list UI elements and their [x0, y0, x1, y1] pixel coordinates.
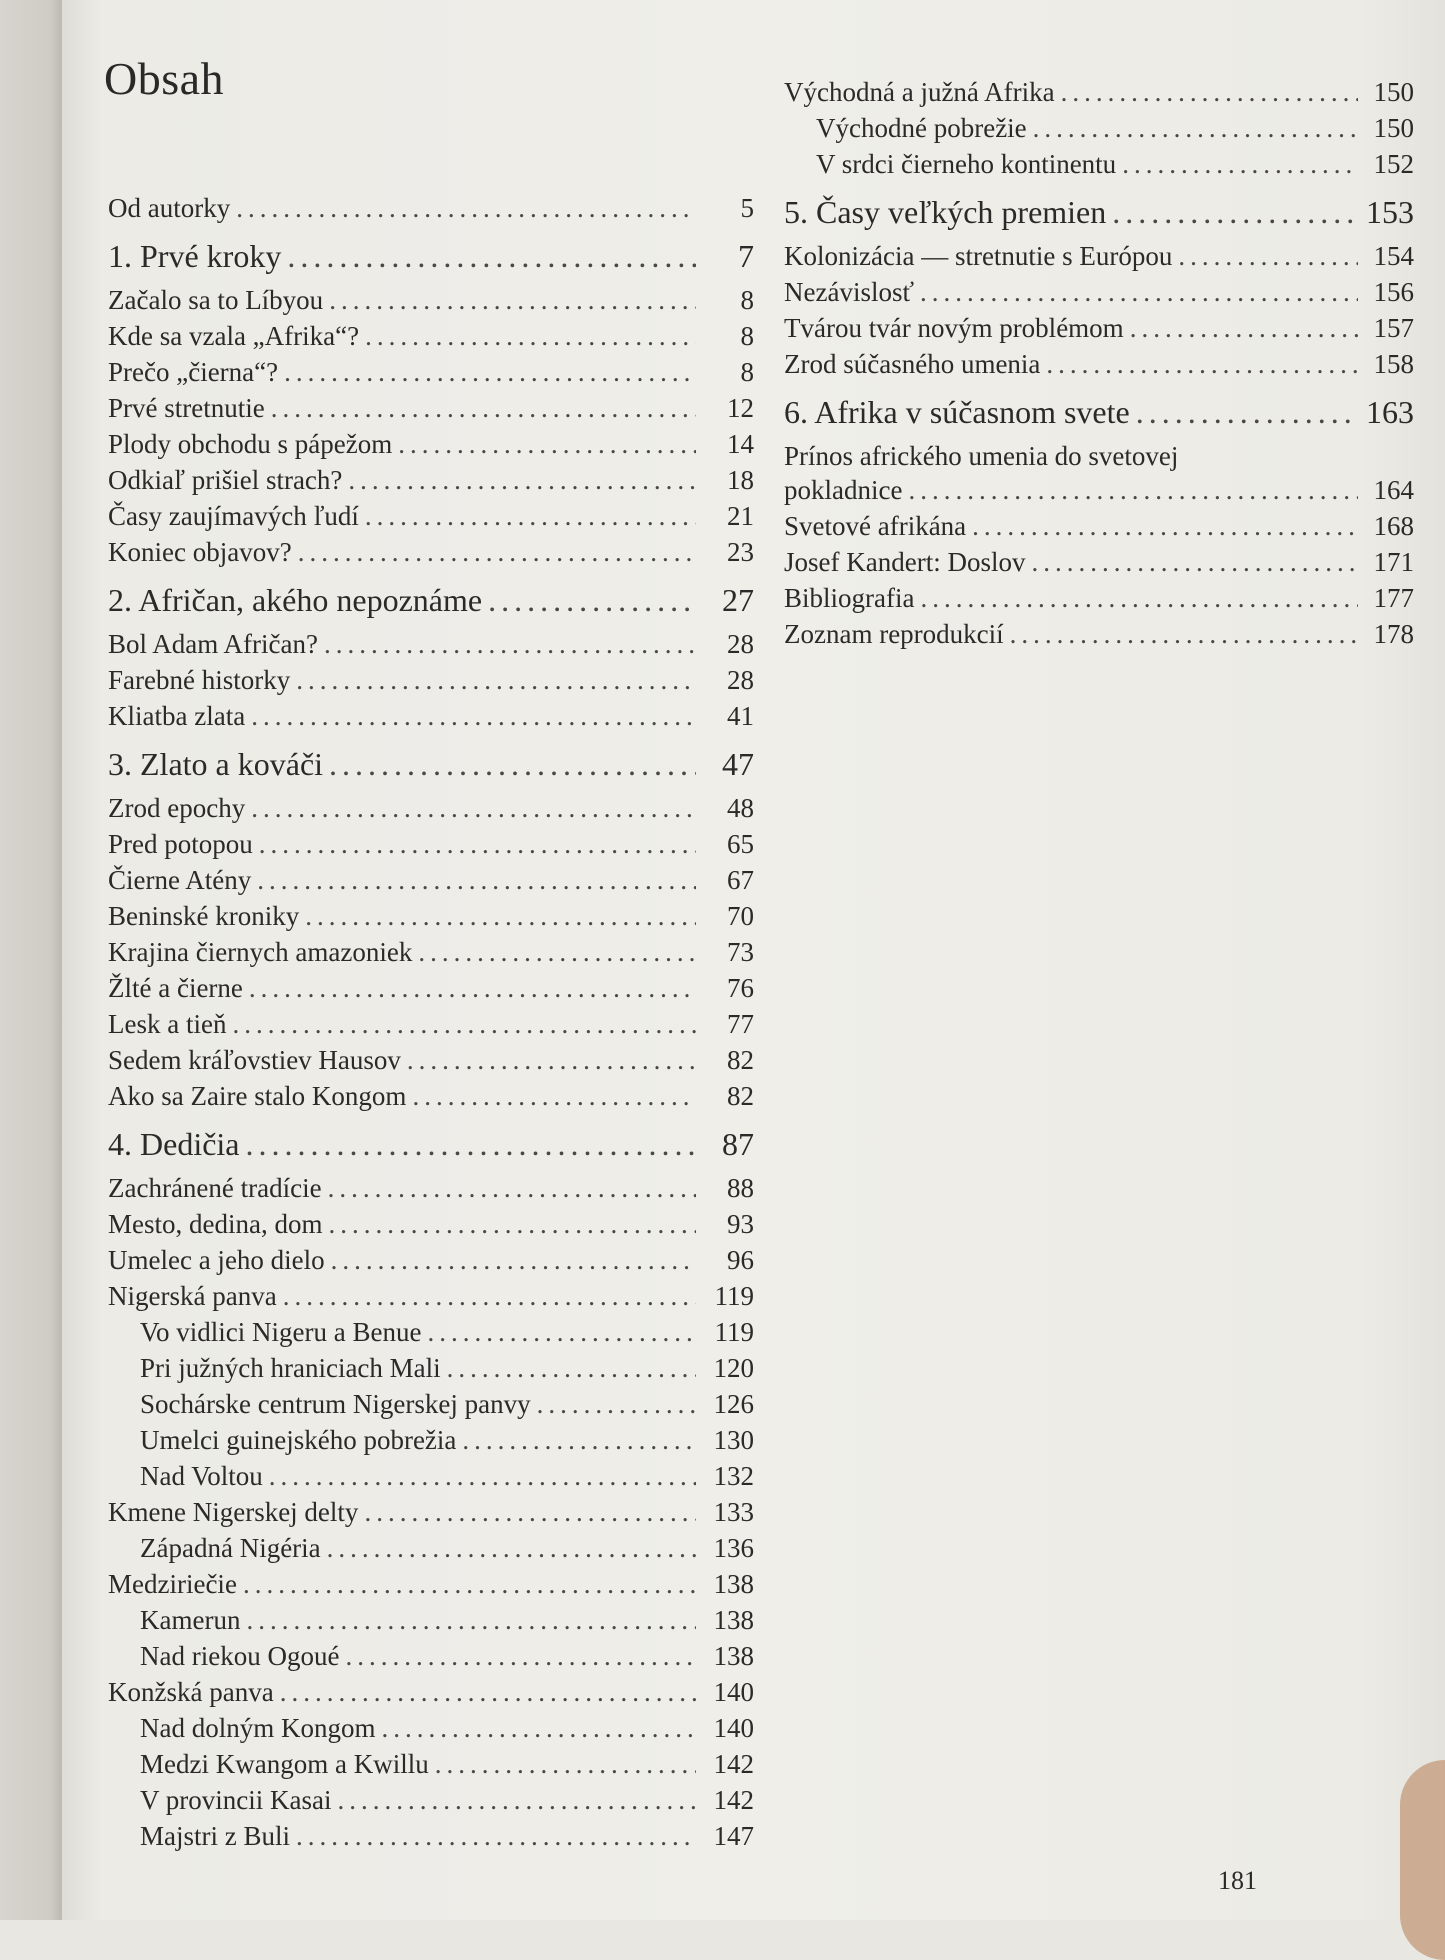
dot-leader: [329, 282, 696, 318]
dot-leader: [365, 498, 696, 534]
toc-entry: [108, 1710, 754, 1746]
toc-entry-title: Prečo „čierna“?: [108, 357, 279, 387]
toc-entry-page: 28: [727, 665, 754, 695]
toc-entry: [108, 1566, 754, 1602]
dot-leader: [382, 1710, 697, 1746]
toc-entry-page: 138: [713, 1569, 754, 1599]
toc-entry-page: 133: [713, 1497, 754, 1527]
dot-leader: [364, 1494, 696, 1530]
dot-leader: [246, 1602, 696, 1638]
toc-entry-title: Pred potopou: [108, 829, 253, 859]
toc-entry-title: Koniec objavov?: [108, 537, 292, 567]
toc-entry-page: 120: [713, 1353, 754, 1383]
dot-leader: [257, 862, 696, 898]
dot-leader: [296, 662, 696, 698]
toc-entry-title: Prvé stretnutie: [108, 393, 265, 423]
dot-leader: [1112, 186, 1358, 238]
dot-leader: [920, 580, 1358, 616]
dot-leader: [412, 1078, 696, 1114]
toc-entry-page: 73: [727, 937, 754, 967]
toc-entry: [108, 1314, 754, 1350]
toc-entry-page: 8: [740, 285, 754, 315]
toc-entry: [108, 1638, 754, 1674]
dot-leader: [365, 318, 696, 354]
toc-entry-title: Kamerun: [140, 1605, 241, 1635]
toc-entry: [108, 1206, 754, 1242]
toc-entry-title: Nad Voltou: [140, 1461, 263, 1491]
dot-leader: [251, 698, 696, 734]
toc-entry: [108, 1170, 754, 1206]
toc-entry-title: Západná Nigéria: [140, 1533, 321, 1563]
toc-entry-title: Medziriečie: [108, 1569, 237, 1599]
dot-leader: [1031, 544, 1358, 580]
dot-leader: [1136, 386, 1358, 438]
toc-entry-page: 154: [1373, 241, 1414, 271]
toc-entry: [108, 318, 754, 354]
dot-leader: [537, 1386, 696, 1422]
toc-entry-page: 152: [1373, 149, 1414, 179]
toc-entry: [108, 1782, 754, 1818]
toc-entry: [108, 1386, 754, 1422]
dot-leader: [284, 354, 696, 390]
toc-entry-title: 5. Časy veľkých premien: [784, 194, 1107, 230]
dot-leader: [327, 1530, 696, 1566]
toc-entry: [108, 1494, 754, 1530]
dot-leader: [920, 274, 1358, 310]
toc-chapter: [784, 386, 1414, 438]
toc-entry-title: Konžská panva: [108, 1677, 274, 1707]
thumb: [1400, 1760, 1445, 1960]
dot-leader: [427, 1314, 696, 1350]
toc-entry-title: Bol Adam Afričan?: [108, 629, 318, 659]
toc-entry: [108, 698, 754, 734]
toc-chapter: [108, 230, 754, 282]
toc-entry-title: Ako sa Zaire stalo Kongom: [108, 1081, 407, 1111]
toc-entry: [784, 110, 1414, 146]
toc-entry: [108, 1278, 754, 1314]
toc-entry: [784, 74, 1414, 110]
toc-entry: [784, 438, 1414, 472]
toc-entry-title: 4. Dedičia: [108, 1126, 240, 1162]
toc-entry: [108, 1006, 754, 1042]
toc-entry-page: 96: [727, 1245, 754, 1275]
toc-entry-page: 163: [1366, 394, 1414, 430]
dot-leader: [1130, 310, 1358, 346]
toc-entry-title: Žlté a čierne: [108, 973, 243, 1003]
toc-left-column: [108, 190, 754, 1854]
toc-entry: [108, 1818, 754, 1854]
toc-entry: [784, 238, 1414, 274]
toc-entry-title: Beninské kroniky: [108, 901, 300, 931]
toc-entry-page: 136: [713, 1533, 754, 1563]
dot-leader: [305, 898, 696, 934]
toc-entry-title: Vo vidlici Nigeru a Benue: [140, 1317, 422, 1347]
toc-entry: [108, 826, 754, 862]
toc-entry-page: 77: [727, 1009, 754, 1039]
toc-entry: [784, 346, 1414, 382]
dot-leader: [271, 390, 696, 426]
dot-leader: [232, 1006, 696, 1042]
dot-leader: [236, 190, 696, 226]
dot-leader: [283, 1278, 696, 1314]
toc-entry-page: 156: [1373, 277, 1414, 307]
toc-entry-title: Kmene Nigerskej delty: [108, 1497, 359, 1527]
toc-entry: [108, 462, 754, 498]
toc-entry-title: Nad riekou Ogoué: [140, 1641, 340, 1671]
toc-entry-page: 5: [740, 193, 754, 223]
toc-chapter: [784, 186, 1414, 238]
toc-entry-page: 70: [727, 901, 754, 931]
toc-entry-title: Kde sa vzala „Afrika“?: [108, 321, 360, 351]
toc-entry-page: 138: [713, 1641, 754, 1671]
dot-leader: [337, 1782, 696, 1818]
toc-entry: [108, 790, 754, 826]
dot-leader: [407, 1042, 696, 1078]
toc-entry-page: 140: [713, 1713, 754, 1743]
toc-entry-page: 48: [727, 793, 754, 823]
toc-entry: [108, 282, 754, 318]
toc-entry: [108, 1458, 754, 1494]
toc-entry-title: Nezávislosť: [784, 277, 915, 307]
dot-leader: [1046, 346, 1358, 382]
toc-entry-title: Majstri z Buli: [140, 1821, 290, 1851]
toc-entry-title: V provincii Kasai: [140, 1785, 332, 1815]
toc-entry: [108, 1674, 754, 1710]
dot-leader: [1010, 616, 1358, 652]
toc-entry-page: 76: [727, 973, 754, 1003]
toc-entry-page: 23: [727, 537, 754, 567]
toc-entry: [108, 1422, 754, 1458]
dot-leader: [259, 826, 696, 862]
toc-entry-page: 67: [727, 865, 754, 895]
dot-leader: [287, 230, 696, 282]
toc-entry-page: 21: [727, 501, 754, 531]
dot-leader: [345, 1638, 696, 1674]
toc-entry-page: 41: [727, 701, 754, 731]
toc-entry-title: Bibliografia: [784, 583, 915, 613]
dot-leader: [462, 1422, 696, 1458]
dot-leader: [1061, 74, 1358, 110]
dot-leader: [296, 1818, 696, 1854]
toc-entry-page: 142: [713, 1749, 754, 1779]
toc-entry: [108, 1746, 754, 1782]
toc-entry-page: 8: [740, 357, 754, 387]
dot-leader: [243, 1566, 696, 1602]
toc-entry: [784, 274, 1414, 310]
toc-entry: [784, 472, 1414, 508]
dot-leader: [972, 508, 1358, 544]
toc-entry-page: 130: [713, 1425, 754, 1455]
toc-entry: [108, 534, 754, 570]
dot-leader: [269, 1458, 696, 1494]
toc-entry-title: Sochárske centrum Nigerskej panvy: [140, 1389, 531, 1419]
toc-entry-title: Začalo sa to Líbyou: [108, 285, 324, 315]
toc-entry-page: 7: [738, 238, 754, 274]
toc-entry-page: 87: [722, 1126, 754, 1162]
toc-entry-page: 158: [1373, 349, 1414, 379]
toc-entry-title: Svetové afrikána: [784, 511, 967, 541]
dot-leader: [1033, 110, 1358, 146]
toc-entry-page: 65: [727, 829, 754, 859]
toc-entry-title: Medzi Kwangom a Kwillu: [140, 1749, 429, 1779]
toc-entry: [784, 544, 1414, 580]
toc-entry-title: Východné pobrežie: [816, 113, 1027, 143]
toc-entry-title: Zrod epochy: [108, 793, 246, 823]
toc-entry-page: 82: [727, 1045, 754, 1075]
toc-entry-title: Časy zaujímavých ľudí: [108, 501, 359, 531]
toc-entry-title: Zachránené tradície: [108, 1173, 322, 1203]
toc-entry-title: Nad dolným Kongom: [140, 1713, 376, 1743]
toc-entry-page: 119: [714, 1281, 754, 1311]
toc-entry-title: Zoznam reprodukcií: [784, 619, 1004, 649]
toc-entry-title: Čierne Atény: [108, 865, 252, 895]
toc-entry: [108, 862, 754, 898]
toc-entry-page: 88: [727, 1173, 754, 1203]
toc-entry: [108, 970, 754, 1006]
dot-leader: [246, 1118, 697, 1170]
dot-leader: [249, 970, 696, 1006]
toc-entry-title: Východná a južná Afrika: [784, 77, 1055, 107]
dot-leader: [251, 790, 696, 826]
toc-entry-page: 164: [1373, 475, 1414, 505]
toc-entry: [108, 190, 754, 226]
toc-entry: [784, 508, 1414, 544]
toc-entry-page: 147: [713, 1821, 754, 1851]
toc-entry: [108, 1530, 754, 1566]
toc-entry-title: Josef Kandert: Doslov: [784, 547, 1026, 577]
toc-entry: [108, 390, 754, 426]
dot-leader: [331, 1242, 696, 1278]
toc-entry-page: 47: [722, 746, 754, 782]
toc-entry-title: Tvárou tvár novým problémom: [784, 313, 1124, 343]
toc-entry-page: 168: [1373, 511, 1414, 541]
toc-entry: [108, 1602, 754, 1638]
toc-entry-page: 150: [1373, 113, 1414, 143]
toc-entry: [108, 1242, 754, 1278]
toc-entry-title: Plody obchodu s pápežom: [108, 429, 393, 459]
dot-leader: [418, 934, 696, 970]
toc-entry-page: 8: [740, 321, 754, 351]
toc-entry: [108, 1350, 754, 1386]
dot-leader: [329, 738, 696, 790]
dot-leader: [447, 1350, 696, 1386]
page-title: Obsah: [104, 53, 225, 104]
toc-entry-title: 3. Zlato a kováči: [108, 746, 324, 782]
toc-entry: [108, 498, 754, 534]
toc-entry-title: Od autorky: [108, 193, 231, 223]
book-gutter: [0, 0, 62, 1920]
toc-entry-title: Lesk a tieň: [108, 1009, 227, 1039]
dot-leader: [280, 1674, 696, 1710]
toc-entry: [108, 354, 754, 390]
toc-entry-page: 142: [713, 1785, 754, 1815]
dot-leader: [324, 626, 696, 662]
dot-leader: [348, 462, 696, 498]
toc-entry-title: Mesto, dedina, dom: [108, 1209, 323, 1239]
toc-entry-page: 27: [722, 582, 754, 618]
toc-entry-title: 1. Prvé kroky: [108, 238, 282, 274]
dot-leader: [328, 1170, 696, 1206]
dot-leader: [398, 426, 696, 462]
toc-entry-page: 178: [1373, 619, 1414, 649]
toc-entry-title: Sedem kráľovstiev Hausov: [108, 1045, 401, 1075]
toc-entry: [108, 1078, 754, 1114]
toc-entry-page: 153: [1366, 194, 1414, 230]
toc-chapter: [108, 1118, 754, 1170]
toc-entry: [784, 580, 1414, 616]
toc-entry-title: V srdci čierneho kontinentu: [816, 149, 1117, 179]
toc-chapter: [108, 738, 754, 790]
toc-entry-title: Nigerská panva: [108, 1281, 277, 1311]
toc-entry-page: 132: [713, 1461, 754, 1491]
toc-entry-page: 171: [1373, 547, 1414, 577]
toc-entry-title: Prínos afrického umenia do svetovej: [784, 441, 1179, 471]
dot-leader: [908, 472, 1358, 508]
toc-entry-title: Odkiaľ prišiel strach?: [108, 465, 343, 495]
toc-entry-page: 138: [713, 1605, 754, 1635]
toc-entry-title: Farebné historky: [108, 665, 291, 695]
toc-entry-page: 18: [727, 465, 754, 495]
toc-entry-page: 14: [727, 429, 754, 459]
dot-leader: [298, 534, 696, 570]
toc-entry-page: 82: [727, 1081, 754, 1111]
toc-entry-title: Umelec a jeho dielo: [108, 1245, 325, 1275]
toc-entry: [108, 934, 754, 970]
toc-entry-title: 2. Afričan, akého nepoznáme: [108, 582, 483, 618]
toc-entry: [108, 898, 754, 934]
toc-entry-page: 177: [1373, 583, 1414, 613]
toc-entry-page: 93: [727, 1209, 754, 1239]
toc-entry-title: 6. Afrika v súčasnom svete: [784, 394, 1130, 430]
toc-entry: [108, 1042, 754, 1078]
toc-entry-title: Kolonizácia — stretnutie s Európou: [784, 241, 1173, 271]
toc-entry-title: Zrod súčasného umenia: [784, 349, 1041, 379]
toc-entry-page: 157: [1373, 313, 1414, 343]
dot-leader: [488, 574, 696, 626]
toc-entry-page: 150: [1373, 77, 1414, 107]
toc-entry-title: Krajina čiernych amazoniek: [108, 937, 413, 967]
toc-entry: [108, 626, 754, 662]
toc-entry-title: Pri južných hraniciach Mali: [140, 1353, 441, 1383]
page-number: 181: [1218, 1866, 1257, 1895]
toc-entry-title: Kliatba zlata: [108, 701, 246, 731]
toc-entry-page: 119: [714, 1317, 754, 1347]
toc-entry: [784, 310, 1414, 346]
toc-entry-title: Umelci guinejského pobrežia: [140, 1425, 457, 1455]
toc-entry: [784, 616, 1414, 652]
toc-entry: [108, 662, 754, 698]
dot-leader: [1178, 238, 1358, 274]
toc-entry-page: 140: [713, 1677, 754, 1707]
dot-leader: [1122, 146, 1358, 182]
toc-entry: [784, 146, 1414, 182]
toc-chapter: [108, 574, 754, 626]
dot-leader: [435, 1746, 696, 1782]
dot-leader: [328, 1206, 696, 1242]
toc-entry-title: pokladnice: [784, 475, 903, 505]
toc-entry: [108, 426, 754, 462]
toc-entry-page: 12: [727, 393, 754, 423]
toc-entry-page: 28: [727, 629, 754, 659]
toc-entry-page: 126: [713, 1389, 754, 1419]
toc-right-column: [784, 74, 1414, 652]
